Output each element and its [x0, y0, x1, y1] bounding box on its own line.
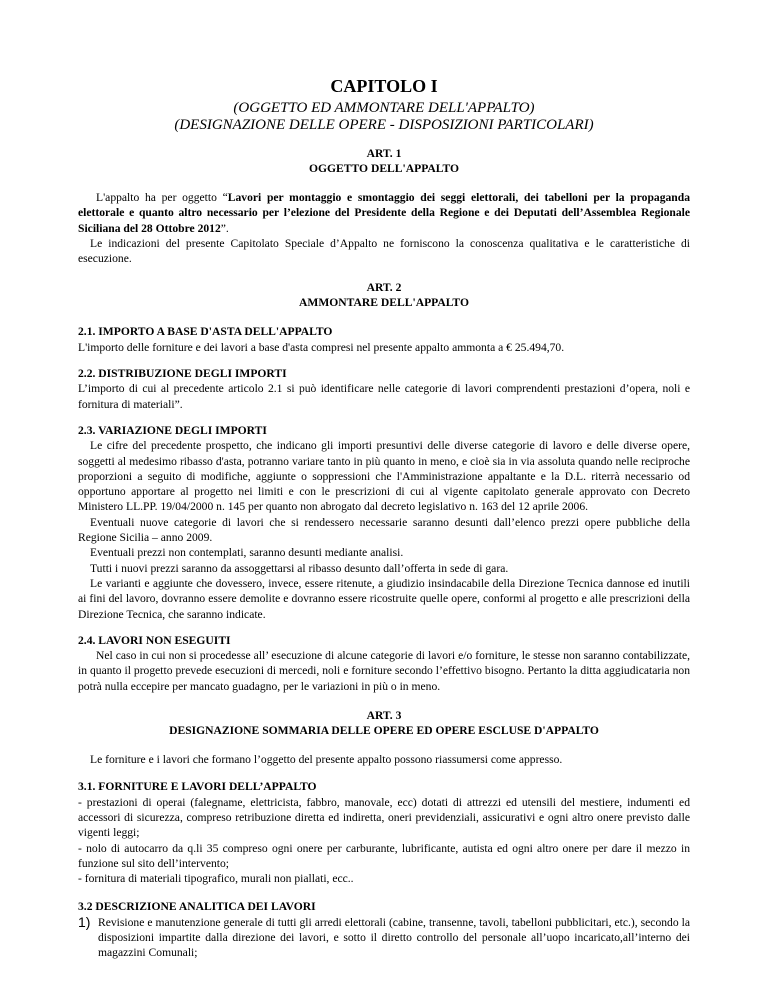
art3-title: DESIGNAZIONE SOMMARIA DELLE OPERE ED OPERE ESCLUSE D'APPALTO: [169, 724, 599, 738]
section-3-1-title: 3.1. FORNITURE E LAVORI DELL’APPALTO: [78, 780, 317, 794]
art3-intro: Le forniture e i lavori che formano l’oggetto del presente appalto possono riassumersi come appresso.: [90, 753, 563, 767]
section-2-2-text: L’importo di cui al precedente articolo 2.1 si può identificare nelle categorie di lavori comprendenti prestazioni d’opera, noli e fornitura di materiali”.: [78, 382, 690, 411]
art3-number: ART. 3: [366, 709, 402, 723]
document-page: [78, 76, 690, 961]
section-2-3-paragraph-4: Tutti i nuovi prezzi saranno da assoggettarsi al ribasso desunto dall’offerta in sede di gara.: [90, 561, 509, 575]
chapter-subtitle-2: (DESIGNAZIONE DELLE OPERE - DISPOSIZIONI PARTICOLARI): [174, 117, 594, 133]
art2-number: ART. 2: [366, 281, 402, 295]
art1-number: ART. 1: [366, 147, 402, 160]
art1-heading: [78, 146, 690, 176]
art2-title: AMMONTARE DELL'APPALTO: [299, 296, 469, 310]
art1-paragraph-2: Le indicazioni del presente Capitolato Speciale d’Appalto ne forniscono la conoscenza qualitativa e le caratteristiche di esecuzione.: [78, 236, 690, 266]
list-item-text: Revisione e manutenzione generale di tutti gli arredi elettorali (cabine, transenne, tavoli, tabelloni pubblicitari, etc.), secondo la disposizioni impartite dalla direzione dei lavori, e sotto il diretto controllo del personale all’uopo incaricato,all’interno dei magazzini Comunali;: [98, 915, 690, 960]
section-3-1-list-item-3: - fornitura di materiali tipografico, murali non piallati, ecc..: [78, 872, 354, 886]
section-3-1-list-item-1: - prestazioni di operai (falegname, elettricista, fabbro, manovale, ecc) dotati di attrezzi ed utensili del mestiere, indumenti ed accessori di sicurezza, compreso retribuzione diretta ed indiretta, oneri previdenziali, assicurativi e ogni altro onere previsto dalle vigenti leggi;: [78, 795, 690, 840]
chapter-subtitle-1: (OGGETTO ED AMMONTARE DELL'APPALTO): [233, 100, 535, 116]
section-2-3-title: 2.3. VARIAZIONE DEGLI IMPORTI: [78, 423, 267, 437]
section-2-3-paragraph-5: Le varianti e aggiunte che dovessero, invece, essere ritenute, a giudizio insindacabile della Direzione Tecnica dannose ed inutili ai fini del lavoro, dovranno essere demolite e dovranno essere ricostruite quelle opere, conformi al progetto e alle prescrizioni della Direzione Tecnica, che saranno indicate.: [78, 576, 690, 621]
art3-heading: [78, 708, 690, 738]
section-3-2-title: 3.2 DESCRIZIONE ANALITICA DEI LAVORI: [78, 900, 316, 914]
art1-p1-suffix: ”.: [220, 221, 229, 235]
section-2-3-paragraph-1: Le cifre del precedente prospetto, che indicano gli importi presuntivi delle diverse categorie di lavoro e delle diverse opere, soggetti al medesimo ribasso d'asta, potranno variare tanto in più quanto in meno, e cioè sia in via assoluta quando nelle reciproche proporzioni a seguito di modifiche, aggiunte o soppressioni che l'Amministrazione appaltante e la D.L. riterrà necessario od opportuno apportare al progetto nei limiti e con le prescrizioni di cui al vigente capitolato generale approvato con Decreto Ministero LL.PP. 19/04/2000 n. 145 per quanto non abrogato dal decreto legislativo n. 163 del 12 aprile 2006.: [78, 439, 690, 514]
art1-p1-bold: Lavori per montaggio e smontaggio dei seggi elettorali, dei tabelloni per la propaganda elettorale e quanto altro necessario per l’elezione del Presidente della Regione e dei Deputati dell’Assemblea Regionale Siciliana del 28 Ottobre 2012: [78, 191, 691, 235]
section-2-4-text: Nel caso in cui non si procedesse all’ esecuzione di alcune categorie di lavori e/o forniture, le stesse non saranno contabilizzate, in quanto il progetto prevede esecuzioni di mercedi, noli e forniture secondo l’effettivo bisogno. Pertanto la ditta aggiudicataria non potrà nulla eccepire per mancato guadagno, per le variazioni in più o in meno.: [78, 649, 690, 693]
section-3-1-list-item-2: - nolo di autocarro da q.li 35 compreso ogni onere per carburante, lubrificante, autista ed ogni altro onere per dare il mezzo in funzione sul sito dell’intervento;: [78, 841, 690, 870]
section-2-4-title: 2.4. LAVORI NON ESEGUITI: [78, 633, 231, 647]
list-item-number: 1): [78, 913, 91, 930]
art1-title: OGGETTO DELL'APPALTO: [308, 162, 459, 175]
section-2-1-text: L'importo delle forniture e dei lavori a base d'asta compresi nel presente appalto ammonta a € 25.494,70.: [78, 340, 565, 354]
section-2-2-title: 2.2. DISTRIBUZIONE DEGLI IMPORTI: [78, 367, 287, 381]
chapter-title: CAPITOLO I: [330, 76, 438, 96]
art2-heading: [78, 280, 690, 310]
section-2-1-title: 2.1. IMPORTO A BASE D'ASTA DELL'APPALTO: [78, 325, 333, 339]
section-2-3-paragraph-3: Eventuali prezzi non contemplati, saranno desunti mediante analisi.: [90, 546, 404, 560]
numbered-list-item-1: [78, 915, 690, 961]
art1-paragraph-1: [78, 190, 690, 236]
section-2-3-paragraph-2: Eventuali nuove categorie di lavori che si rendessero necessarie saranno desunti dall’elenco prezzi opere pubbliche della Regione Sicilia – anno 2009.: [78, 515, 690, 545]
art1-p1-prefix: L'appalto ha per oggetto “: [96, 191, 228, 204]
